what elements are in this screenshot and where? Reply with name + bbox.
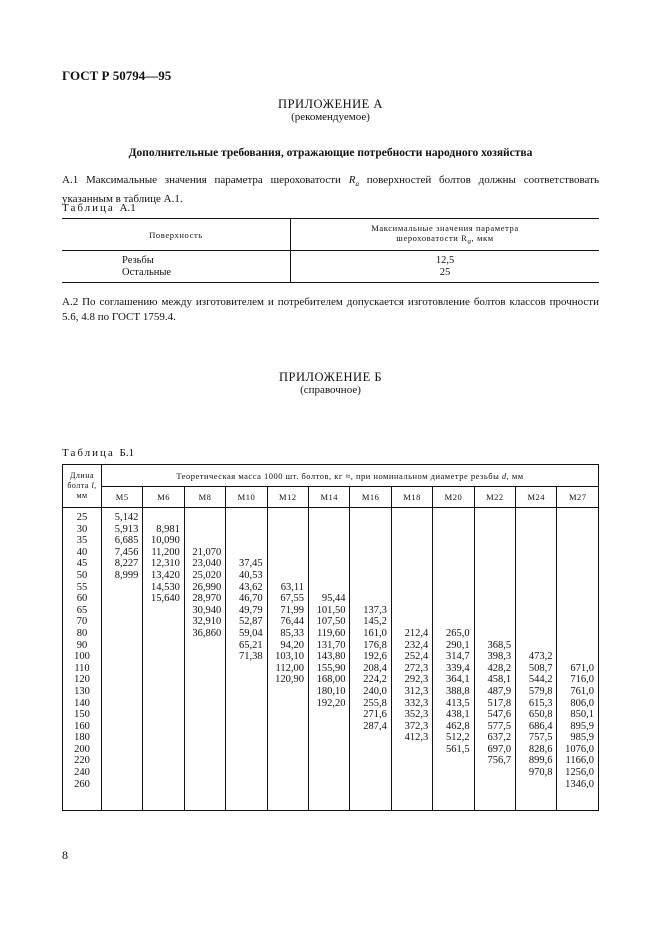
mass-column-м20 [433,508,474,811]
mass-value: 67,55 [280,593,305,605]
size-header: М24 [516,487,557,508]
mass-value [477,570,511,582]
mass-value: 65,21 [239,639,263,651]
mass-value: 37,45 [239,558,263,570]
mass-value: 28,970 [192,593,222,605]
mass-value [228,547,262,559]
mass-value: 161,0 [363,627,387,639]
mass-value: 271,6 [363,709,387,721]
mass-value [311,524,345,536]
mass-value: 13,420 [150,569,180,581]
mass-value [311,535,345,547]
mass-value: 252,4 [404,651,429,663]
mass-value [270,535,304,547]
mass-value [477,605,511,617]
mass-value [187,524,221,536]
mass-value: 15,640 [150,593,180,605]
table-b1-length-header [63,465,102,508]
mass-value [352,570,386,582]
mass-value: 756,7 [487,755,512,767]
document-id: ГОСТ Р 50794—95 [62,68,172,83]
mass-value [518,512,552,524]
mass-value: 76,44 [280,616,305,628]
length-value: 25 [76,512,88,523]
length-value: 40 [76,546,88,558]
mass-value: 368,5 [487,639,512,651]
mass-value [352,558,386,570]
mass-value: 314,7 [446,651,470,663]
mass-value [559,628,594,640]
mass-value [477,593,511,605]
mass-value [394,593,428,605]
mass-value: 388,8 [446,685,470,697]
mass-value [394,570,428,582]
mass-value: 208,4 [363,662,387,674]
table-b1-number: Б.1 [119,447,135,459]
mass-value: 508,7 [528,662,553,674]
mass-value: 650,8 [528,709,553,721]
mass-value: 462,8 [446,720,470,732]
mass-value: 757,5 [528,732,553,744]
mass-value: 30,940 [192,604,222,616]
mass-value: 970,8 [528,767,553,779]
mass-value: 255,8 [363,697,387,709]
mass-value: 59,04 [239,627,263,639]
mass-value: 577,5 [487,720,512,732]
length-value: 50 [76,569,88,581]
mass-value: 101,50 [316,604,346,616]
paragraph-a1-text-start: А.1 Максимальные значения параметра шероховатости [62,174,349,186]
mass-value: 671,0 [570,662,594,674]
mass-value [228,524,262,536]
mass-value: 637,2 [487,732,512,744]
mass-value: 339,4 [446,662,470,674]
mass-value: 137,3 [363,604,387,616]
length-value: 220 [74,755,90,767]
mass-value: 5,142 [114,512,139,523]
mass-value: 107,50 [316,616,346,628]
length-value: 100 [74,651,90,663]
mass-value: 5,913 [114,523,139,535]
roughness-symbol: R [348,174,356,186]
length-header-comma: , [94,481,97,490]
mass-value [435,616,469,628]
mass-value [518,628,552,640]
mass-value [477,547,511,559]
mass-value [394,582,428,594]
mass-value: 176,8 [363,639,387,651]
mass-value: 232,4 [404,639,429,651]
mass-value [559,512,594,524]
mass-value [518,593,552,605]
mass-value: 212,4 [404,627,429,639]
mass-value: 473,2 [528,651,553,663]
mass-value: 895,9 [570,720,594,732]
mass-column-м12 [267,508,308,811]
mass-value: 95,44 [321,593,346,605]
mass-value: 899,6 [528,755,553,767]
appendix-b-subtitle: (справочное) [300,384,361,396]
appendix-b-title: ПРИЛОЖЕНИЕ Б [278,370,383,384]
mass-value [477,616,511,628]
length-value: 130 [74,685,90,697]
mass-value: 43,62 [239,581,263,593]
mass-value: 579,8 [528,685,553,697]
mass-value: 23,040 [192,558,222,570]
mass-header-text: Теоретическая масса 1000 шт. болтов, кг ≈, при номинальном диаметре резьбы [176,470,502,481]
table-b1-lengths-cell [63,508,102,811]
page-number: 8 [62,848,68,862]
mass-value [394,524,428,536]
mass-value [518,605,552,617]
roughness-symbol-sub: a [355,180,359,189]
mass-value: 265,0 [446,627,470,639]
mass-value [352,582,386,594]
mass-value: 192,6 [363,651,387,663]
mass-column-м27 [557,508,599,811]
mass-column-м5 [102,508,143,811]
mass-value [394,547,428,559]
mass-value: 372,3 [404,720,429,732]
mass-value: 8,227 [114,558,139,570]
table-b1-data-row [63,508,599,811]
mass-value: 272,3 [404,662,429,674]
mass-value: 94,20 [280,639,305,651]
mass-value [435,593,469,605]
mass-value: 487,9 [487,685,512,697]
table-b1-header-row [63,465,599,487]
size-header: М20 [433,487,474,508]
mass-value [311,558,345,570]
mass-column-м8 [184,508,225,811]
length-value: 45 [76,558,88,570]
mass-value: 352,3 [404,709,429,721]
mass-value: 850,1 [570,709,594,721]
mass-value [311,570,345,582]
mass-value: 398,3 [487,651,512,663]
mass-value: 512,2 [446,732,470,744]
mass-value [311,547,345,559]
mass-value [477,535,511,547]
mass-value: 1166,0 [565,755,594,767]
mass-value [270,558,304,570]
length-value: 160 [74,720,90,732]
mass-value [518,535,552,547]
length-value: 200 [74,743,90,755]
length-value: 240 [74,767,90,779]
mass-value: 458,1 [487,674,512,686]
mass-value: 25,020 [192,569,222,581]
mass-value [559,605,594,617]
length-value: 120 [74,674,90,686]
mass-value: 7,456 [114,546,139,558]
mass-value [435,582,469,594]
length-value: 65 [76,604,88,616]
mass-value: 143,80 [316,651,346,663]
mass-value [477,582,511,594]
size-header: М22 [474,487,515,508]
table-a1-values-cell [291,251,600,283]
paragraph-a1 [62,173,599,206]
mass-column-м14 [309,508,350,811]
mass-value: 547,6 [487,709,512,721]
mass-value [352,512,386,524]
mass-value [518,524,552,536]
mass-value: 806,0 [570,697,594,709]
mass-value [352,547,386,559]
length-value: 150 [74,709,90,721]
mass-value [477,628,511,640]
mass-value [394,605,428,617]
mass-value: 168,00 [316,674,346,686]
mass-value: 364,1 [446,674,470,686]
appendix-a-title: ПРИЛОЖЕНИЕ А [278,97,383,111]
mass-header-unit: , мм [506,470,524,481]
mass-value: 155,90 [316,662,346,674]
mass-value: 332,3 [404,697,429,709]
length-value: 90 [76,639,88,651]
table-b1-size-row [63,487,599,508]
mass-value: 828,6 [528,743,553,755]
table-a1-label [62,202,136,214]
mass-value: 49,79 [239,604,263,616]
paragraph-a1-text-end: поверхностей болтов должны соответствовать указанным в таблице А.1. [62,174,599,205]
mass-value: 290,1 [446,639,470,651]
mass-value [559,558,594,570]
mass-value: 85,33 [280,627,305,639]
table-a1-surface: Остальные [122,267,172,278]
mass-value [435,605,469,617]
mass-value [518,640,552,652]
mass-value: 145,2 [363,616,387,628]
mass-value [435,547,469,559]
size-header: М5 [102,487,143,508]
mass-value: 71,38 [239,651,263,663]
mass-value: 1076,0 [565,743,594,755]
mass-value [477,558,511,570]
mass-value [394,558,428,570]
mass-value: 12,310 [150,558,180,570]
mass-value [228,512,262,524]
paragraph-a2: А.2 По соглашению между изготовителем и потребителем допускается изготовление болтов классов прочности 5.6, 4.8 по ГОСТ 1759.4. [62,296,599,323]
table-a1-number: А.1 [119,202,136,214]
mass-value: 103,10 [275,651,305,663]
mass-value: 71,99 [280,604,305,616]
mass-value: 10,090 [150,535,180,547]
mass-value: 112,00 [275,662,305,674]
length-value: 80 [76,627,88,639]
mass-value: 761,0 [570,685,594,697]
mass-value [352,524,386,536]
mass-value: 192,20 [316,697,346,709]
mass-value: 11,200 [151,546,180,558]
table-a1-col-roughness-unit: , мкм [471,233,494,244]
mass-value [311,582,345,594]
length-symbol: l [91,481,95,490]
table-a1-surfaces-cell [62,251,291,283]
mass-value [559,535,594,547]
table-a1-col-roughness-sub: a [467,237,472,246]
mass-value: 40,53 [239,569,263,581]
mass-value: 224,2 [363,674,387,686]
mass-value [435,524,469,536]
length-value: 260 [74,778,90,790]
mass-value: 240,0 [363,685,387,697]
mass-value: 131,70 [316,639,346,651]
length-header-word: Длина [69,471,95,480]
mass-column-м24 [516,508,557,811]
mass-value [352,593,386,605]
mass-value [187,512,221,524]
mass-value [435,558,469,570]
mass-value [559,547,594,559]
mass-value [270,547,304,559]
mass-value [518,582,552,594]
mass-value: 6,685 [114,535,139,547]
mass-value: 697,0 [487,743,512,755]
mass-value [270,512,304,524]
size-header: М12 [267,487,308,508]
mass-value: 120,90 [275,674,305,686]
appendix-a-subtitle: (рекомендуемое) [291,111,370,123]
mass-value [435,512,469,524]
table-a1-header-row [62,219,599,251]
mass-value [559,582,594,594]
mass-value: 412,3 [404,732,429,744]
mass-value: 26,990 [192,581,222,593]
length-value: 70 [76,616,88,628]
mass-value [559,593,594,605]
size-header: М14 [309,487,350,508]
mass-value [559,524,594,536]
mass-value: 686,4 [528,720,553,732]
mass-value [270,570,304,582]
table-a1-col-roughness [291,219,600,251]
mass-column-м22 [474,508,515,811]
mass-value [228,535,262,547]
mass-value: 312,3 [404,685,429,697]
table-a1-surface: Резьбы [122,255,154,266]
length-value: 110 [74,662,90,674]
table-a1-col-surface: Поверхность [62,219,291,251]
mass-value [518,616,552,628]
mass-value [477,524,511,536]
mass-value [352,535,386,547]
table-b1 [62,464,599,811]
size-header: М18 [391,487,432,508]
length-value: 140 [74,697,90,709]
length-value: 60 [76,593,88,605]
mass-value: 52,87 [239,616,263,628]
mass-column-м6 [143,508,184,811]
mass-column-м16 [350,508,391,811]
mass-value: 985,9 [570,732,594,744]
mass-value: 119,60 [316,627,346,639]
mass-value [559,651,594,663]
mass-value: 438,1 [446,709,470,721]
mass-value [311,512,345,524]
mass-value [145,512,179,524]
mass-value: 716,0 [570,674,594,686]
mass-value [477,512,511,524]
table-a1 [62,218,599,283]
mass-value: 8,999 [114,569,139,581]
mass-value: 63,11 [280,581,305,593]
mass-value [394,535,428,547]
table-a1-value: 12,5 [435,255,455,266]
mass-value: 32,910 [192,616,222,628]
length-header-bolt: болта [67,481,92,490]
table-b1-mass-header [102,465,599,487]
length-value: 35 [76,535,88,547]
mass-value [559,616,594,628]
size-header: М6 [143,487,184,508]
size-header: М8 [184,487,225,508]
length-value: 180 [74,732,90,744]
mass-value [394,616,428,628]
mass-value [559,570,594,582]
mass-value: 287,4 [363,720,387,732]
table-a1-label-word: Таблица [62,202,115,214]
mass-value: 8,981 [156,523,180,535]
mass-value: 544,2 [528,674,553,686]
mass-value: 180,10 [316,685,346,697]
mass-value: 292,3 [404,674,429,686]
size-header: М27 [557,487,599,508]
mass-value [518,570,552,582]
mass-value [518,558,552,570]
size-header: М10 [226,487,267,508]
diameter-symbol: d [501,470,507,481]
length-value: 55 [76,581,88,593]
table-a1-col-roughness-line1: Максимальные значения параметра [371,223,519,234]
table-b1-label-word: Таблица [62,447,115,459]
mass-value: 21,070 [192,546,222,558]
table-a1-value: 25 [439,267,451,278]
mass-column-м18 [391,508,432,811]
table-b1-label [62,447,134,459]
length-value: 30 [76,523,88,535]
mass-value [559,640,594,652]
mass-value: 413,5 [446,697,470,709]
mass-value: 36,860 [192,627,222,639]
length-header-unit: мм [76,491,88,500]
mass-value: 1256,0 [565,767,594,779]
mass-value: 14,530 [150,581,180,593]
mass-value: 615,3 [528,697,553,709]
mass-value: 1346,0 [565,778,594,790]
mass-value: 46,70 [239,593,263,605]
mass-value [187,535,221,547]
mass-value: 517,8 [487,697,512,709]
mass-column-м10 [226,508,267,811]
mass-value [270,524,304,536]
mass-value [518,547,552,559]
table-a1-col-roughness-line2: шероховатости R [396,233,468,244]
mass-value [435,570,469,582]
mass-value [394,512,428,524]
size-header: М16 [350,487,391,508]
table-a1-row [62,251,599,283]
mass-value [435,535,469,547]
mass-value: 428,2 [487,662,512,674]
mass-value: 561,5 [446,743,470,755]
appendix-a-heading: Дополнительные требования, отражающие потребности народного хозяйства [128,147,533,159]
